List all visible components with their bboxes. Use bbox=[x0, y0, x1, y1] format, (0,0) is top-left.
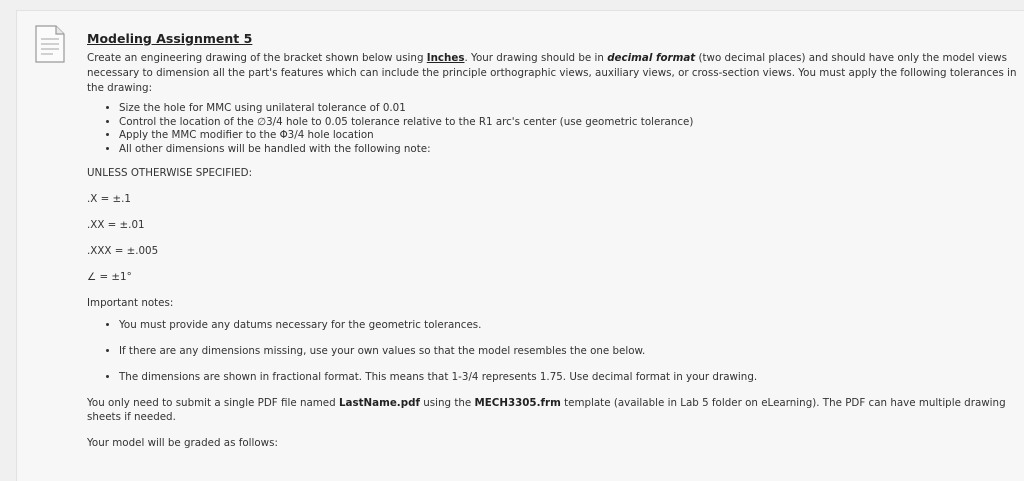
requirement-item: • Control the location of the ∅3/4 hole to 0.05 tolerance relative to the R1 arc's center (use geometric tolerance) bbox=[119, 116, 1017, 130]
note-item: • If there are any dimensions missing, use your own values so that the model resembles the one below. bbox=[119, 344, 1017, 358]
units-emphasis: Inches bbox=[426, 52, 465, 64]
requirement-item: • Size the hole for MMC using unilateral tolerance of 0.01 bbox=[119, 102, 1017, 116]
submission-instructions bbox=[87, 396, 1017, 424]
requirement-item: • Apply the MMC modifier to the Φ3/4 hole location bbox=[119, 129, 1017, 143]
assignment-title[interactable]: Modeling Assignment 5 bbox=[87, 31, 253, 46]
submit-text-1: You only need to submit a single PDF file named bbox=[87, 397, 339, 409]
assignment-intro bbox=[87, 51, 1017, 96]
intro-text-3: (two decimal places) and should have only the model views necessary to dimension all the part's features which can include the principle orthographic views, auxiliary views, or cross-section views. You must apply the following tolerances in the drawing: bbox=[87, 52, 1017, 94]
filename-emphasis: LastName.pdf bbox=[338, 397, 420, 409]
tolerance-line: .XX = ±.01 bbox=[87, 219, 145, 231]
format-emphasis: decimal format bbox=[607, 52, 696, 64]
intro-text-1: Create an engineering drawing of the bracket shown below using bbox=[87, 52, 427, 64]
assignment-card bbox=[16, 10, 1024, 481]
submit-text-3: template (available in Lab 5 folder on eLearning). The PDF can have multiple drawing sheets if needed. bbox=[87, 397, 1006, 423]
important-notes-list bbox=[87, 318, 1017, 384]
submit-text-2: using the bbox=[419, 397, 475, 409]
requirement-item: • All other dimensions will be handled with the following note: bbox=[119, 143, 1017, 157]
tolerance-line: ∠ = ±1° bbox=[87, 271, 132, 283]
tolerance-line: .X = ±.1 bbox=[87, 193, 131, 205]
document-icon bbox=[35, 25, 65, 63]
template-emphasis: MECH3305.frm bbox=[474, 397, 561, 409]
tolerance-requirements-list bbox=[87, 102, 1017, 156]
unless-specified-note: UNLESS OTHERWISE SPECIFIED: bbox=[87, 167, 253, 179]
grading-intro: Your model will be graded as follows: bbox=[87, 437, 278, 449]
intro-text-2: . Your drawing should be in bbox=[464, 52, 608, 64]
assignment-content bbox=[87, 31, 1017, 451]
tolerance-line: .XXX = ±.005 bbox=[87, 245, 159, 257]
note-item: • The dimensions are shown in fractional format. This means that 1-3/4 represents 1.75. Use decimal format in your drawing. bbox=[119, 370, 1017, 384]
important-notes-label: Important notes: bbox=[87, 297, 174, 309]
note-item: • You must provide any datums necessary for the geometric tolerances. bbox=[119, 318, 1017, 332]
